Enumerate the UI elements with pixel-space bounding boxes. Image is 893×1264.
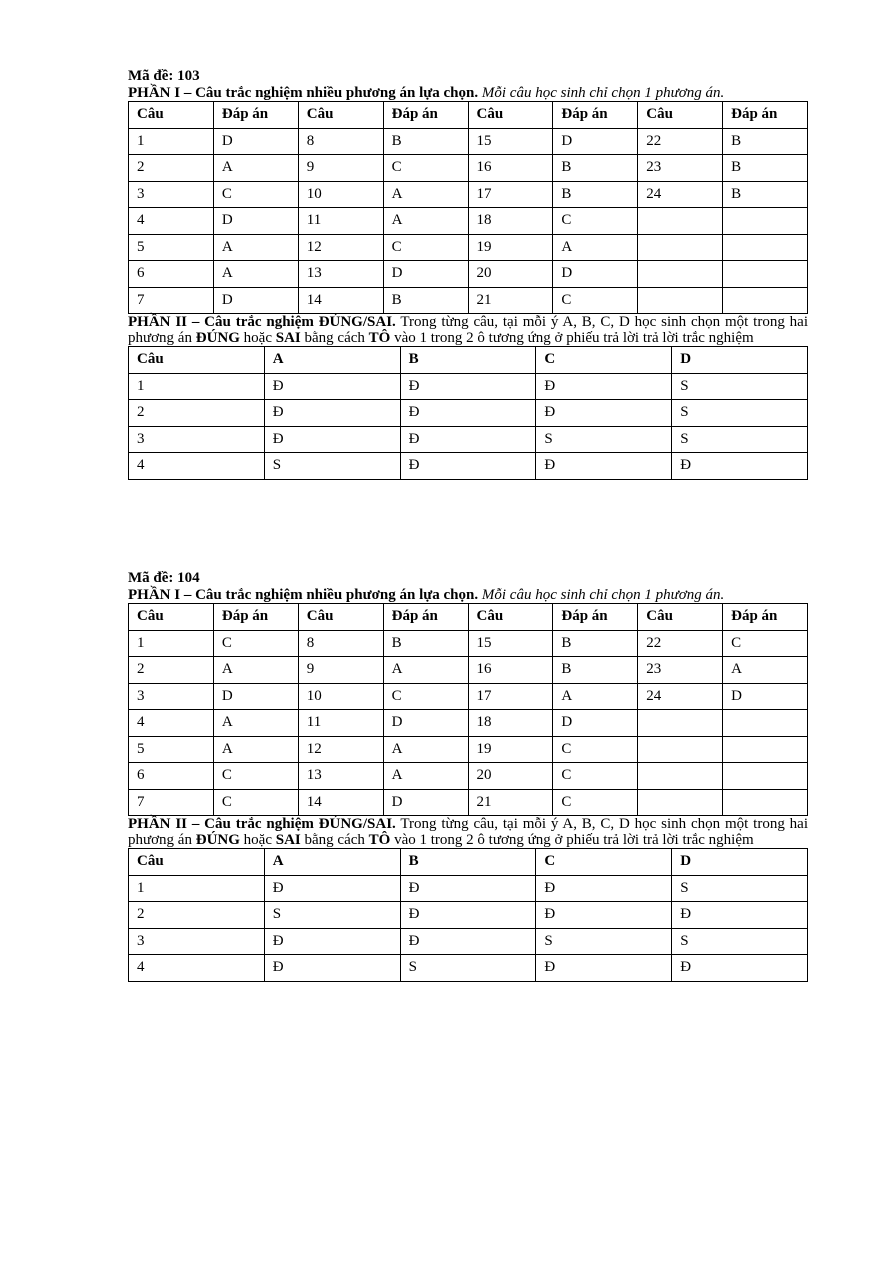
- table-cell: 4: [129, 710, 214, 737]
- table-cell: 20: [468, 261, 553, 288]
- section-ma-de-103: [128, 68, 808, 480]
- table-cell: 23: [638, 657, 723, 684]
- table-row: [129, 453, 808, 480]
- table-row: [129, 287, 808, 314]
- table-row: [129, 955, 808, 982]
- table-cell: D: [723, 683, 808, 710]
- table-cell: C: [383, 234, 468, 261]
- table-cell: Đ: [264, 928, 400, 955]
- part2-title-t-plain4: vào 1 trong 2 ô tương ứng ở phiếu trả lời trả lời trắc nghiệm: [390, 832, 754, 848]
- table-cell: 9: [298, 657, 383, 684]
- part1-answer-table: [128, 101, 808, 314]
- table-cell: S: [264, 902, 400, 929]
- table-row: [129, 426, 808, 453]
- table-cell: S: [672, 426, 808, 453]
- table-cell: B: [383, 630, 468, 657]
- table-cell: A: [553, 234, 638, 261]
- table-cell: 13: [298, 261, 383, 288]
- part1-title-bold: PHẦN I – Câu trắc nghiệm nhiều phương án lựa chọn.: [128, 85, 479, 101]
- table-cell: A: [213, 155, 298, 182]
- table-cell: B: [723, 128, 808, 155]
- table-row: [129, 234, 808, 261]
- table-cell: Đ: [400, 902, 536, 929]
- table-cell: 23: [638, 155, 723, 182]
- column-header: C: [536, 347, 672, 374]
- table-cell: Đ: [400, 453, 536, 480]
- part2-title-t-bold4: TÔ: [368, 330, 391, 346]
- table-cell: Đ: [400, 400, 536, 427]
- column-header: Câu: [468, 102, 553, 129]
- table-cell: C: [213, 789, 298, 816]
- table-cell: 12: [298, 234, 383, 261]
- table-cell: Đ: [264, 426, 400, 453]
- table-cell: [723, 789, 808, 816]
- part2-title-t-plain3: bằng cách: [300, 832, 369, 848]
- table-cell: 18: [468, 208, 553, 235]
- table-cell: D: [213, 128, 298, 155]
- table-cell: S: [672, 875, 808, 902]
- table-cell: A: [213, 261, 298, 288]
- table-cell: C: [553, 287, 638, 314]
- column-header: Đáp án: [383, 102, 468, 129]
- part2-title: [128, 816, 808, 848]
- table-cell: 14: [298, 287, 383, 314]
- column-header: A: [264, 347, 400, 374]
- part2-title-t-plain4: vào 1 trong 2 ô tương ứng ở phiếu trả lời trả lời trắc nghiệm: [390, 330, 754, 346]
- table-row: [129, 683, 808, 710]
- column-header: Đáp án: [723, 604, 808, 631]
- column-header: Câu: [298, 604, 383, 631]
- part2-title-t-bold2: ĐÚNG: [195, 832, 240, 848]
- part2-title-t-bold4: TÔ: [368, 832, 391, 848]
- part1-answer-table: [128, 603, 808, 816]
- part2-title-t-plain2: hoặc: [239, 832, 276, 848]
- section-ma-de-104: [128, 570, 808, 982]
- table-cell: C: [723, 630, 808, 657]
- table-cell: 6: [129, 763, 214, 790]
- table-cell: Đ: [400, 928, 536, 955]
- table-cell: D: [553, 710, 638, 737]
- part2-answer-table: [128, 848, 808, 982]
- table-cell: 24: [638, 683, 723, 710]
- table-cell: A: [553, 683, 638, 710]
- ma-de-label: Mã đề: 104: [128, 570, 200, 586]
- table-cell: Đ: [536, 902, 672, 929]
- table-cell: 2: [129, 657, 214, 684]
- table-cell: D: [383, 789, 468, 816]
- table-cell: [638, 261, 723, 288]
- table-cell: 5: [129, 234, 214, 261]
- column-header: Câu: [129, 347, 265, 374]
- table-cell: S: [672, 928, 808, 955]
- table-cell: [638, 208, 723, 235]
- table-cell: Đ: [536, 400, 672, 427]
- table-cell: Đ: [264, 373, 400, 400]
- part2-answer-table: [128, 346, 808, 480]
- column-header: Câu: [129, 604, 214, 631]
- part2-title-t-bold2: ĐÚNG: [195, 330, 240, 346]
- table-cell: [723, 261, 808, 288]
- table-cell: D: [553, 128, 638, 155]
- table-cell: [638, 710, 723, 737]
- table-cell: B: [723, 181, 808, 208]
- table-cell: [723, 234, 808, 261]
- table-cell: 11: [298, 710, 383, 737]
- table-cell: B: [553, 657, 638, 684]
- column-header: D: [672, 849, 808, 876]
- table-cell: Đ: [264, 400, 400, 427]
- table-cell: [723, 736, 808, 763]
- table-cell: 2: [129, 400, 265, 427]
- table-cell: A: [723, 657, 808, 684]
- part2-title-t-plain2: hoặc: [239, 330, 276, 346]
- table-cell: 15: [468, 128, 553, 155]
- table-row: [129, 155, 808, 182]
- table-cell: Đ: [400, 875, 536, 902]
- column-header: Đáp án: [553, 102, 638, 129]
- table-cell: Đ: [536, 453, 672, 480]
- table-cell: D: [383, 261, 468, 288]
- column-header: Đáp án: [723, 102, 808, 129]
- table-cell: B: [553, 630, 638, 657]
- table-header-row: [129, 347, 808, 374]
- table-cell: 7: [129, 287, 214, 314]
- table-row: [129, 208, 808, 235]
- table-cell: 1: [129, 630, 214, 657]
- table-cell: 2: [129, 155, 214, 182]
- table-cell: 16: [468, 155, 553, 182]
- column-header: Câu: [638, 604, 723, 631]
- table-cell: 20: [468, 763, 553, 790]
- part2-title: [128, 314, 808, 346]
- part2-title-t-bold1: PHẦN II – Câu trắc nghiệm ĐÚNG/SAI.: [128, 314, 396, 330]
- part1-title-italic: Mỗi câu học sinh chỉ chọn 1 phương án.: [478, 587, 725, 603]
- table-cell: 9: [298, 155, 383, 182]
- table-row: [129, 736, 808, 763]
- table-cell: [638, 736, 723, 763]
- column-header: C: [536, 849, 672, 876]
- part2-title-t-bold3: SAI: [275, 832, 301, 848]
- table-row: [129, 400, 808, 427]
- table-cell: 22: [638, 630, 723, 657]
- ma-de-label: Mã đề: 103: [128, 68, 200, 84]
- table-cell: [638, 763, 723, 790]
- table-cell: 19: [468, 736, 553, 763]
- table-cell: 17: [468, 683, 553, 710]
- table-cell: [638, 789, 723, 816]
- table-cell: 15: [468, 630, 553, 657]
- table-cell: 10: [298, 181, 383, 208]
- part1-title: [128, 85, 808, 101]
- table-cell: B: [383, 128, 468, 155]
- part2-title-t-bold3: SAI: [275, 330, 301, 346]
- table-cell: 11: [298, 208, 383, 235]
- table-cell: 3: [129, 181, 214, 208]
- table-cell: 6: [129, 261, 214, 288]
- table-row: [129, 710, 808, 737]
- table-cell: [723, 710, 808, 737]
- part1-title-bold: PHẦN I – Câu trắc nghiệm nhiều phương án lựa chọn.: [128, 587, 479, 603]
- column-header: A: [264, 849, 400, 876]
- table-cell: S: [672, 400, 808, 427]
- table-cell: Đ: [536, 875, 672, 902]
- table-cell: Đ: [672, 902, 808, 929]
- table-cell: 3: [129, 683, 214, 710]
- table-cell: Đ: [672, 453, 808, 480]
- table-cell: 1: [129, 875, 265, 902]
- table-cell: 4: [129, 453, 265, 480]
- table-row: [129, 875, 808, 902]
- table-cell: 10: [298, 683, 383, 710]
- table-cell: Đ: [536, 955, 672, 982]
- table-cell: A: [213, 710, 298, 737]
- table-cell: S: [264, 453, 400, 480]
- table-cell: S: [536, 928, 672, 955]
- table-cell: D: [213, 287, 298, 314]
- table-cell: 5: [129, 736, 214, 763]
- table-cell: 13: [298, 763, 383, 790]
- table-row: [129, 789, 808, 816]
- table-cell: 3: [129, 928, 265, 955]
- part2-title-t-plain3: bằng cách: [300, 330, 369, 346]
- table-cell: A: [213, 234, 298, 261]
- table-cell: [723, 763, 808, 790]
- table-cell: A: [383, 763, 468, 790]
- part1-title: [128, 587, 808, 603]
- column-header: Câu: [298, 102, 383, 129]
- table-cell: 2: [129, 902, 265, 929]
- table-cell: C: [213, 630, 298, 657]
- table-cell: C: [383, 683, 468, 710]
- table-cell: 8: [298, 630, 383, 657]
- column-header: Đáp án: [553, 604, 638, 631]
- table-cell: B: [383, 287, 468, 314]
- table-row: [129, 181, 808, 208]
- table-cell: A: [213, 657, 298, 684]
- part1-title-italic: Mỗi câu học sinh chỉ chọn 1 phương án.: [478, 85, 725, 101]
- column-header: Đáp án: [213, 102, 298, 129]
- table-cell: 1: [129, 373, 265, 400]
- table-cell: B: [723, 155, 808, 182]
- table-cell: Đ: [400, 373, 536, 400]
- column-header: B: [400, 849, 536, 876]
- table-cell: Đ: [264, 955, 400, 982]
- part2-title-t-bold1: PHẦN II – Câu trắc nghiệm ĐÚNG/SAI.: [128, 816, 396, 832]
- table-cell: 21: [468, 789, 553, 816]
- table-cell: D: [213, 683, 298, 710]
- table-cell: [638, 234, 723, 261]
- column-header: Câu: [129, 102, 214, 129]
- table-cell: A: [383, 657, 468, 684]
- part2-title-t-plain1: Trong từng câu, tại mỗi ý A, B, C, D học sinh chọn một trong hai phương án: [128, 816, 808, 848]
- part2-title-t-plain1: Trong từng câu, tại mỗi ý A, B, C, D học sinh chọn một trong hai phương án: [128, 314, 808, 346]
- table-cell: B: [553, 155, 638, 182]
- table-cell: A: [213, 736, 298, 763]
- table-cell: B: [553, 181, 638, 208]
- table-cell: 4: [129, 208, 214, 235]
- table-cell: 1: [129, 128, 214, 155]
- table-cell: C: [553, 208, 638, 235]
- table-cell: A: [383, 736, 468, 763]
- table-cell: 18: [468, 710, 553, 737]
- table-header-row: [129, 604, 808, 631]
- table-cell: 8: [298, 128, 383, 155]
- table-cell: 14: [298, 789, 383, 816]
- table-cell: Đ: [536, 373, 672, 400]
- table-cell: C: [213, 181, 298, 208]
- table-row: [129, 261, 808, 288]
- table-row: [129, 902, 808, 929]
- table-cell: A: [383, 208, 468, 235]
- table-cell: 16: [468, 657, 553, 684]
- table-cell: C: [553, 763, 638, 790]
- table-cell: [638, 287, 723, 314]
- table-header-row: [129, 102, 808, 129]
- table-cell: D: [213, 208, 298, 235]
- table-cell: C: [383, 155, 468, 182]
- table-row: [129, 657, 808, 684]
- table-row: [129, 928, 808, 955]
- table-cell: 22: [638, 128, 723, 155]
- table-row: [129, 373, 808, 400]
- table-cell: A: [383, 181, 468, 208]
- table-cell: 4: [129, 955, 265, 982]
- table-cell: [723, 208, 808, 235]
- table-row: [129, 128, 808, 155]
- column-header: Đáp án: [383, 604, 468, 631]
- table-cell: C: [213, 763, 298, 790]
- table-cell: D: [553, 261, 638, 288]
- column-header: B: [400, 347, 536, 374]
- table-cell: 12: [298, 736, 383, 763]
- column-header: D: [672, 347, 808, 374]
- column-header: Câu: [468, 604, 553, 631]
- column-header: Đáp án: [213, 604, 298, 631]
- table-cell: S: [536, 426, 672, 453]
- table-cell: S: [672, 373, 808, 400]
- table-header-row: [129, 849, 808, 876]
- table-cell: 17: [468, 181, 553, 208]
- table-cell: C: [553, 789, 638, 816]
- column-header: Câu: [129, 849, 265, 876]
- table-cell: 21: [468, 287, 553, 314]
- table-cell: Đ: [400, 426, 536, 453]
- table-cell: S: [400, 955, 536, 982]
- table-cell: D: [383, 710, 468, 737]
- table-cell: 19: [468, 234, 553, 261]
- table-cell: 24: [638, 181, 723, 208]
- table-row: [129, 630, 808, 657]
- table-cell: 3: [129, 426, 265, 453]
- table-cell: 7: [129, 789, 214, 816]
- table-cell: [723, 287, 808, 314]
- table-cell: C: [553, 736, 638, 763]
- table-row: [129, 763, 808, 790]
- column-header: Câu: [638, 102, 723, 129]
- table-cell: Đ: [264, 875, 400, 902]
- table-cell: Đ: [672, 955, 808, 982]
